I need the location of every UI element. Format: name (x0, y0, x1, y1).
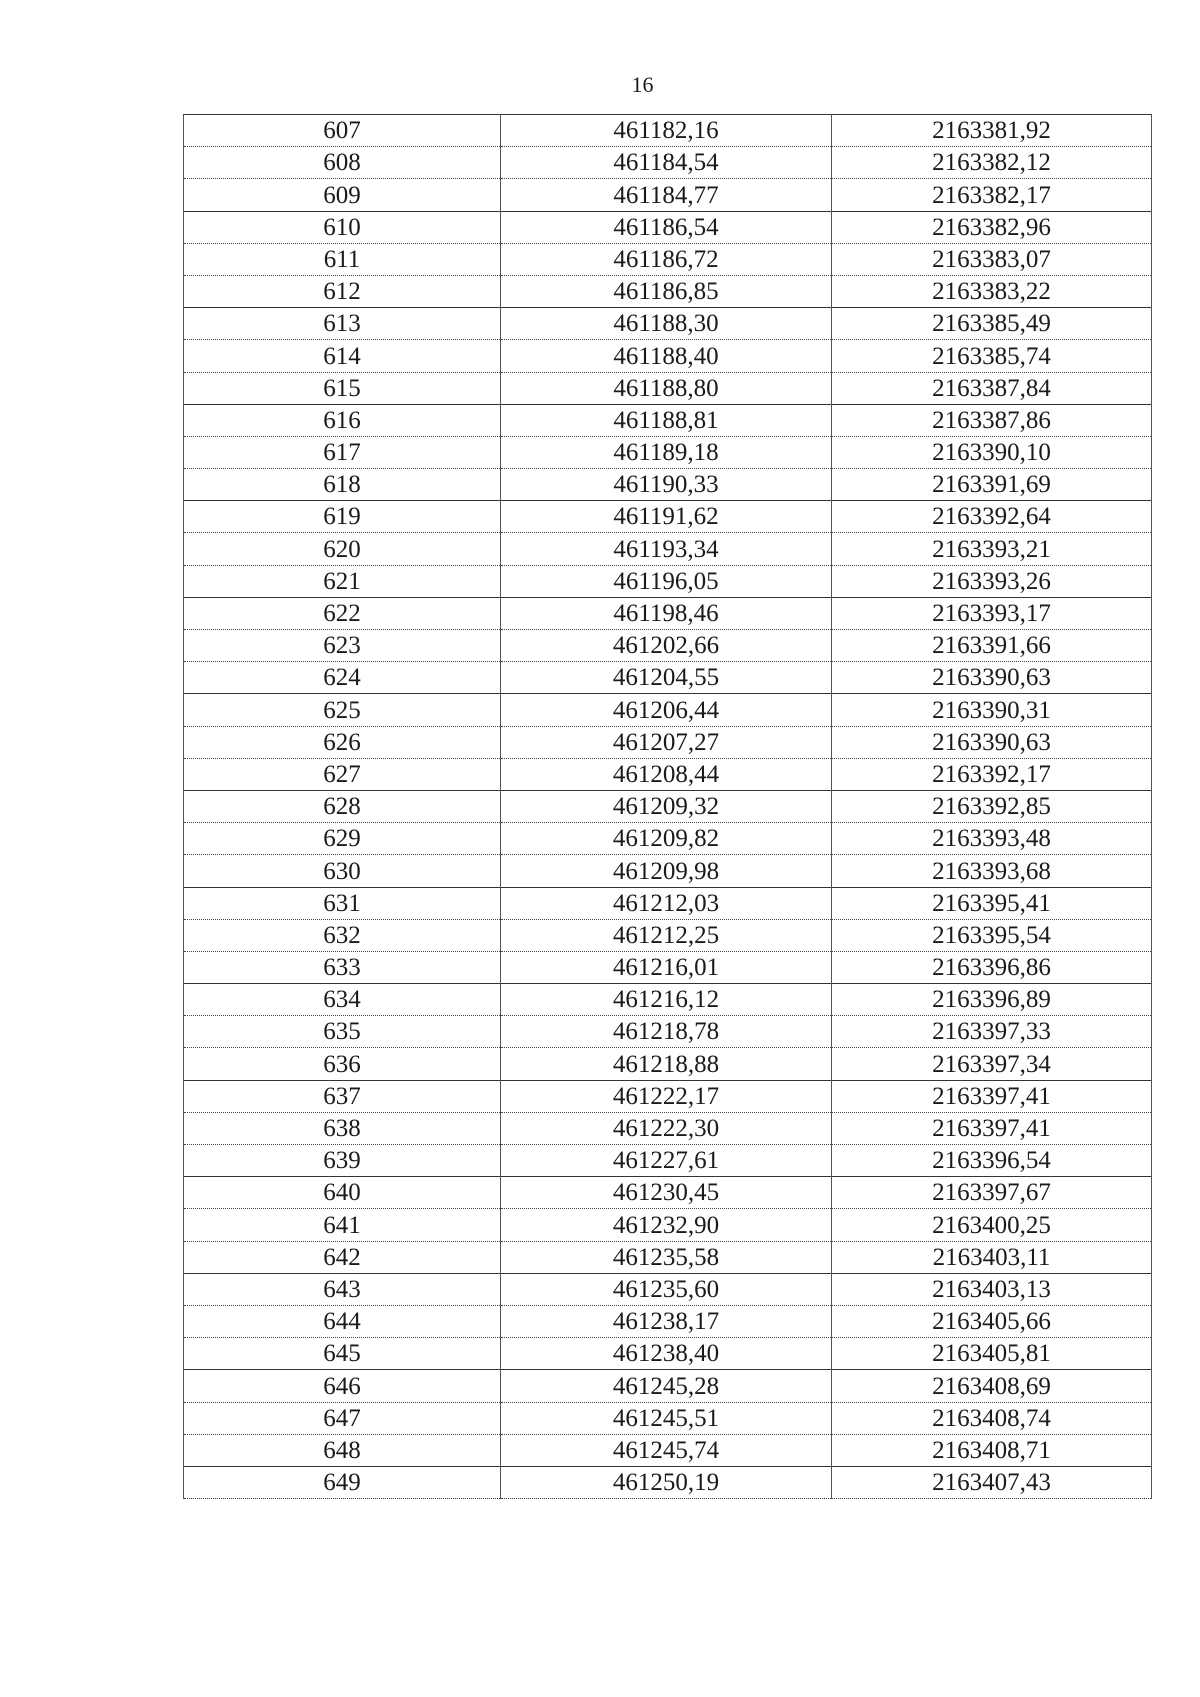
y-coordinate-cell: 2163408,74 (832, 1402, 1152, 1434)
table-row (184, 1370, 1152, 1402)
table-row (184, 1402, 1152, 1434)
table-row (184, 565, 1152, 597)
table-row (184, 501, 1152, 533)
x-coordinate-cell: 461186,72 (501, 243, 832, 275)
table-row (184, 919, 1152, 951)
point-number-cell: 645 (184, 1338, 501, 1370)
point-number-cell: 641 (184, 1209, 501, 1241)
point-number-cell: 643 (184, 1273, 501, 1305)
table-row (184, 308, 1152, 340)
table-row (184, 630, 1152, 662)
table-row (184, 1241, 1152, 1273)
x-coordinate-cell: 461218,88 (501, 1048, 832, 1080)
x-coordinate-cell: 461188,80 (501, 372, 832, 404)
x-coordinate-cell: 461191,62 (501, 501, 832, 533)
table-row (184, 275, 1152, 307)
point-number-cell: 642 (184, 1241, 501, 1273)
y-coordinate-cell: 2163408,71 (832, 1434, 1152, 1466)
y-coordinate-cell: 2163393,68 (832, 855, 1152, 887)
point-number-cell: 610 (184, 211, 501, 243)
x-coordinate-cell: 461189,18 (501, 436, 832, 468)
y-coordinate-cell: 2163405,66 (832, 1305, 1152, 1337)
x-coordinate-cell: 461209,98 (501, 855, 832, 887)
y-coordinate-cell: 2163383,22 (832, 275, 1152, 307)
y-coordinate-cell: 2163381,92 (832, 115, 1152, 147)
point-number-cell: 613 (184, 308, 501, 340)
x-coordinate-cell: 461216,01 (501, 951, 832, 983)
point-number-cell: 639 (184, 1145, 501, 1177)
point-number-cell: 618 (184, 469, 501, 501)
x-coordinate-cell: 461198,46 (501, 597, 832, 629)
table-row (184, 1273, 1152, 1305)
y-coordinate-cell: 2163403,13 (832, 1273, 1152, 1305)
x-coordinate-cell: 461196,05 (501, 565, 832, 597)
x-coordinate-cell: 461216,12 (501, 984, 832, 1016)
point-number-cell: 647 (184, 1402, 501, 1434)
y-coordinate-cell: 2163390,63 (832, 662, 1152, 694)
x-coordinate-cell: 461182,16 (501, 115, 832, 147)
point-number-cell: 628 (184, 790, 501, 822)
y-coordinate-cell: 2163387,84 (832, 372, 1152, 404)
table-row (184, 662, 1152, 694)
point-number-cell: 614 (184, 340, 501, 372)
point-number-cell: 640 (184, 1177, 501, 1209)
point-number-cell: 620 (184, 533, 501, 565)
y-coordinate-cell: 2163385,49 (832, 308, 1152, 340)
point-number-cell: 616 (184, 404, 501, 436)
x-coordinate-cell: 461207,27 (501, 726, 832, 758)
y-coordinate-cell: 2163382,96 (832, 211, 1152, 243)
table-row (184, 951, 1152, 983)
x-coordinate-cell: 461190,33 (501, 469, 832, 501)
table-row (184, 1177, 1152, 1209)
table-row (184, 726, 1152, 758)
x-coordinate-cell: 461193,34 (501, 533, 832, 565)
point-number-cell: 644 (184, 1305, 501, 1337)
table-row (184, 372, 1152, 404)
point-number-cell: 636 (184, 1048, 501, 1080)
table-row (184, 790, 1152, 822)
point-number-cell: 637 (184, 1080, 501, 1112)
x-coordinate-cell: 461245,74 (501, 1434, 832, 1466)
x-coordinate-cell: 461208,44 (501, 758, 832, 790)
y-coordinate-cell: 2163408,69 (832, 1370, 1152, 1402)
y-coordinate-cell: 2163397,34 (832, 1048, 1152, 1080)
point-number-cell: 648 (184, 1434, 501, 1466)
table-row (184, 1112, 1152, 1144)
point-number-cell: 624 (184, 662, 501, 694)
y-coordinate-cell: 2163395,54 (832, 919, 1152, 951)
point-number-cell: 612 (184, 275, 501, 307)
x-coordinate-cell: 461232,90 (501, 1209, 832, 1241)
point-number-cell: 609 (184, 179, 501, 211)
table-row (184, 404, 1152, 436)
point-number-cell: 625 (184, 694, 501, 726)
table-row (184, 597, 1152, 629)
table-row (184, 1305, 1152, 1337)
table-row (184, 115, 1152, 147)
y-coordinate-cell: 2163395,41 (832, 887, 1152, 919)
x-coordinate-cell: 461227,61 (501, 1145, 832, 1177)
x-coordinate-cell: 461188,40 (501, 340, 832, 372)
table-row (184, 1434, 1152, 1466)
point-number-cell: 629 (184, 823, 501, 855)
point-number-cell: 630 (184, 855, 501, 887)
table-row (184, 887, 1152, 919)
table-row (184, 1048, 1152, 1080)
point-number-cell: 619 (184, 501, 501, 533)
point-number-cell: 631 (184, 887, 501, 919)
coordinates-table (183, 114, 1152, 1499)
x-coordinate-cell: 461188,81 (501, 404, 832, 436)
y-coordinate-cell: 2163397,67 (832, 1177, 1152, 1209)
point-number-cell: 638 (184, 1112, 501, 1144)
point-number-cell: 617 (184, 436, 501, 468)
point-number-cell: 633 (184, 951, 501, 983)
y-coordinate-cell: 2163393,48 (832, 823, 1152, 855)
x-coordinate-cell: 461204,55 (501, 662, 832, 694)
x-coordinate-cell: 461238,40 (501, 1338, 832, 1370)
y-coordinate-cell: 2163392,17 (832, 758, 1152, 790)
y-coordinate-cell: 2163397,33 (832, 1016, 1152, 1048)
point-number-cell: 626 (184, 726, 501, 758)
table-row (184, 179, 1152, 211)
point-number-cell: 623 (184, 630, 501, 662)
y-coordinate-cell: 2163391,66 (832, 630, 1152, 662)
y-coordinate-cell: 2163396,89 (832, 984, 1152, 1016)
table-row (184, 436, 1152, 468)
table-row (184, 1209, 1152, 1241)
y-coordinate-cell: 2163393,26 (832, 565, 1152, 597)
x-coordinate-cell: 461184,77 (501, 179, 832, 211)
y-coordinate-cell: 2163403,11 (832, 1241, 1152, 1273)
table-row (184, 1080, 1152, 1112)
y-coordinate-cell: 2163396,54 (832, 1145, 1152, 1177)
y-coordinate-cell: 2163400,25 (832, 1209, 1152, 1241)
x-coordinate-cell: 461184,54 (501, 147, 832, 179)
point-number-cell: 622 (184, 597, 501, 629)
table-row (184, 533, 1152, 565)
x-coordinate-cell: 461235,58 (501, 1241, 832, 1273)
x-coordinate-cell: 461212,25 (501, 919, 832, 951)
y-coordinate-cell: 2163397,41 (832, 1080, 1152, 1112)
x-coordinate-cell: 461209,82 (501, 823, 832, 855)
table-row (184, 823, 1152, 855)
x-coordinate-cell: 461188,30 (501, 308, 832, 340)
point-number-cell: 621 (184, 565, 501, 597)
x-coordinate-cell: 461206,44 (501, 694, 832, 726)
table-row (184, 147, 1152, 179)
x-coordinate-cell: 461209,32 (501, 790, 832, 822)
y-coordinate-cell: 2163393,17 (832, 597, 1152, 629)
y-coordinate-cell: 2163391,69 (832, 469, 1152, 501)
y-coordinate-cell: 2163385,74 (832, 340, 1152, 372)
point-number-cell: 634 (184, 984, 501, 1016)
y-coordinate-cell: 2163405,81 (832, 1338, 1152, 1370)
point-number-cell: 607 (184, 115, 501, 147)
y-coordinate-cell: 2163397,41 (832, 1112, 1152, 1144)
point-number-cell: 649 (184, 1466, 501, 1498)
x-coordinate-cell: 461212,03 (501, 887, 832, 919)
y-coordinate-cell: 2163382,17 (832, 179, 1152, 211)
point-number-cell: 627 (184, 758, 501, 790)
point-number-cell: 632 (184, 919, 501, 951)
x-coordinate-cell: 461222,17 (501, 1080, 832, 1112)
table-row (184, 1016, 1152, 1048)
x-coordinate-cell: 461245,51 (501, 1402, 832, 1434)
page-number: 16 (631, 72, 654, 97)
y-coordinate-cell: 2163383,07 (832, 243, 1152, 275)
point-number-cell: 615 (184, 372, 501, 404)
x-coordinate-cell: 461230,45 (501, 1177, 832, 1209)
table-row (184, 469, 1152, 501)
x-coordinate-cell: 461235,60 (501, 1273, 832, 1305)
x-coordinate-cell: 461238,17 (501, 1305, 832, 1337)
y-coordinate-cell: 2163382,12 (832, 147, 1152, 179)
y-coordinate-cell: 2163390,31 (832, 694, 1152, 726)
y-coordinate-cell: 2163390,63 (832, 726, 1152, 758)
table-row (184, 1466, 1152, 1498)
point-number-cell: 646 (184, 1370, 501, 1402)
y-coordinate-cell: 2163390,10 (832, 436, 1152, 468)
x-coordinate-cell: 461218,78 (501, 1016, 832, 1048)
x-coordinate-cell: 461245,28 (501, 1370, 832, 1402)
y-coordinate-cell: 2163396,86 (832, 951, 1152, 983)
y-coordinate-cell: 2163393,21 (832, 533, 1152, 565)
y-coordinate-cell: 2163392,85 (832, 790, 1152, 822)
x-coordinate-cell: 461250,19 (501, 1466, 832, 1498)
point-number-cell: 611 (184, 243, 501, 275)
point-number-cell: 635 (184, 1016, 501, 1048)
table-row (184, 243, 1152, 275)
x-coordinate-cell: 461186,85 (501, 275, 832, 307)
y-coordinate-cell: 2163387,86 (832, 404, 1152, 436)
x-coordinate-cell: 461202,66 (501, 630, 832, 662)
table-row (184, 1145, 1152, 1177)
table-row (184, 1338, 1152, 1370)
y-coordinate-cell: 2163407,43 (832, 1466, 1152, 1498)
table-row (184, 984, 1152, 1016)
table-row (184, 694, 1152, 726)
point-number-cell: 608 (184, 147, 501, 179)
table-row (184, 855, 1152, 887)
table-row (184, 758, 1152, 790)
table-row (184, 340, 1152, 372)
coordinates-table-body (184, 115, 1152, 1499)
x-coordinate-cell: 461222,30 (501, 1112, 832, 1144)
y-coordinate-cell: 2163392,64 (832, 501, 1152, 533)
table-row (184, 211, 1152, 243)
x-coordinate-cell: 461186,54 (501, 211, 832, 243)
